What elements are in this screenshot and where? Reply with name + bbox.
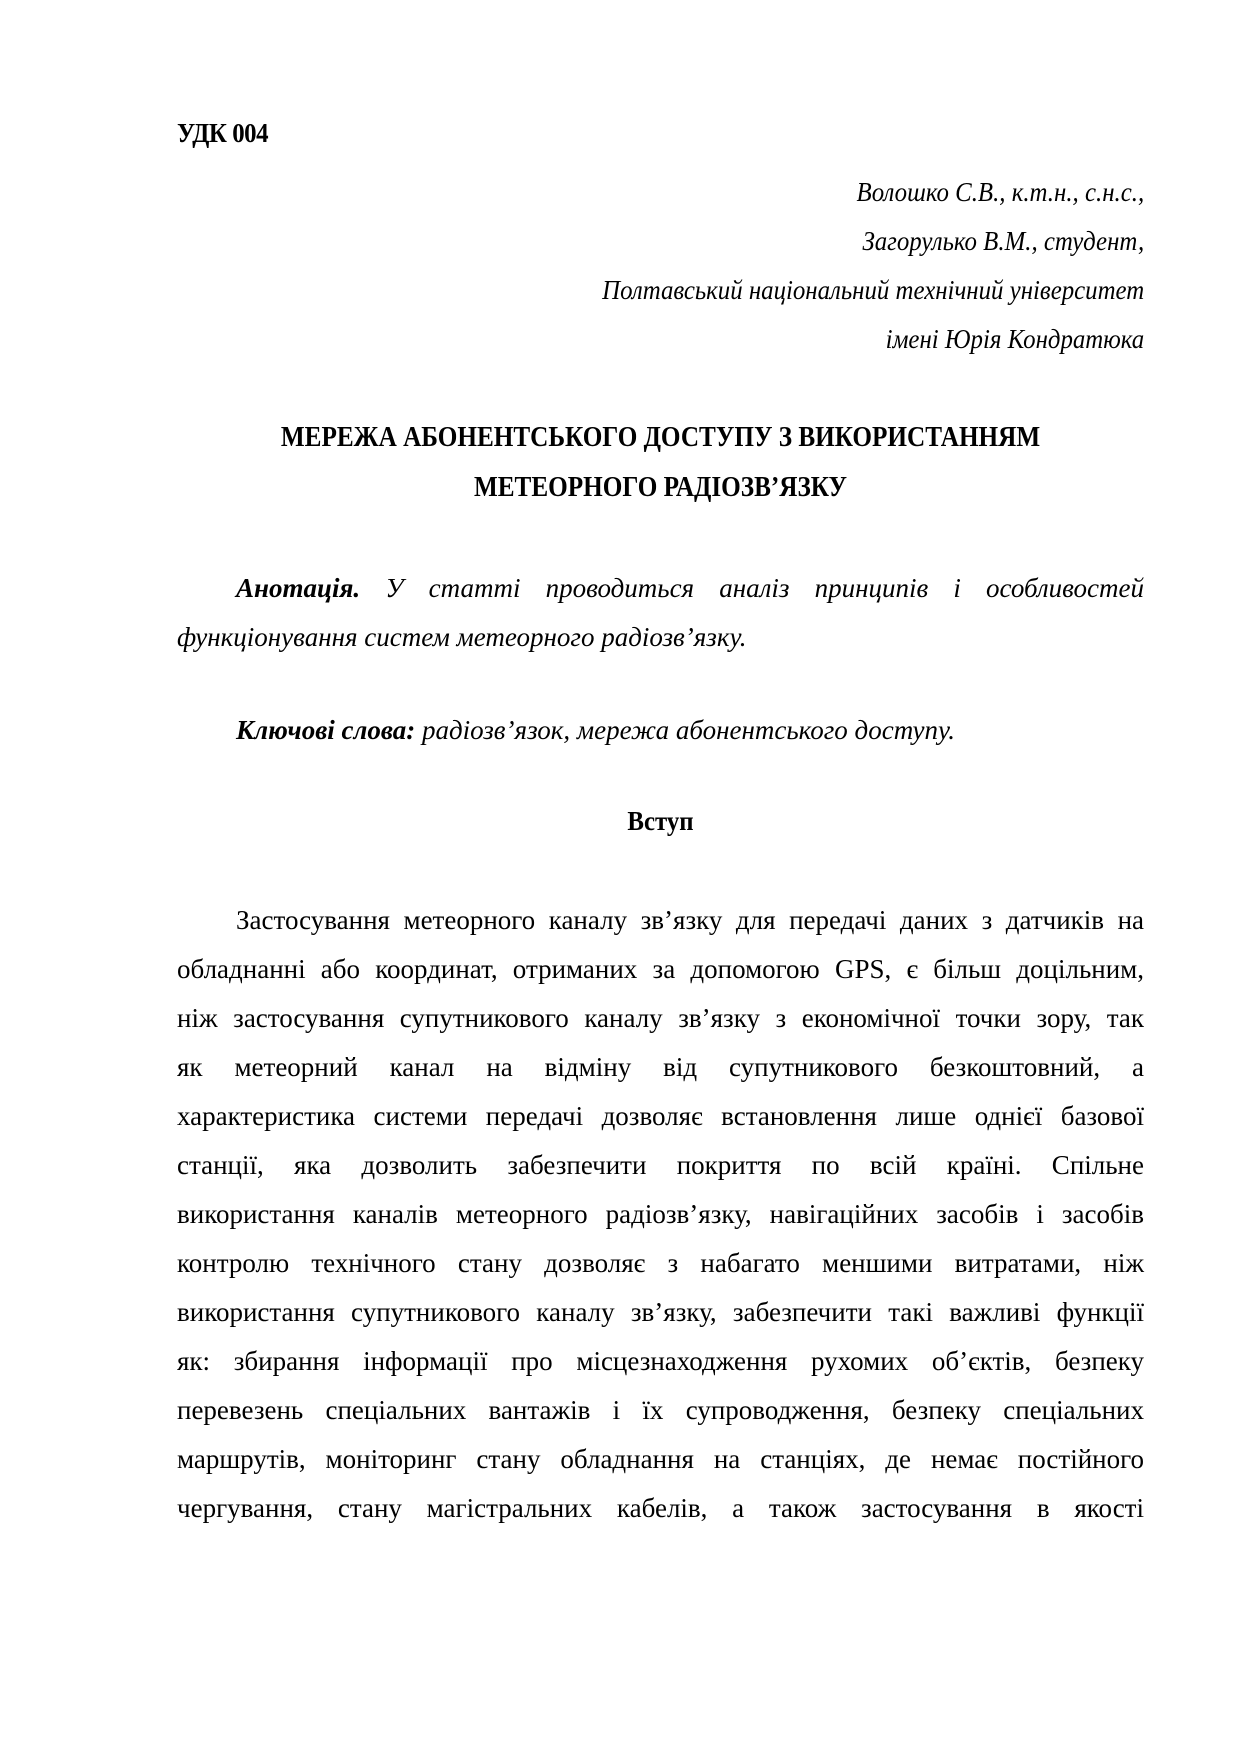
title-line-1: МЕРЕЖА АБОНЕНТСЬКОГО ДОСТУПУ З ВИКОРИСТАННЯМ — [280, 422, 1041, 453]
affiliation-line-2: імені Юрія Кондратюка — [885, 324, 1144, 354]
abstract-line-1 — [177, 564, 1144, 613]
paper-title — [177, 413, 1144, 513]
body-line: обладнанні або координат, отриманих за допомогою GPS, є більш доцільним, — [177, 954, 1144, 984]
affiliation-line-1: Полтавський національний технічний університет — [601, 275, 1144, 305]
body-line: використання каналів метеорного радіозв’язку, навігаційних засобів і засобів — [177, 1199, 1144, 1229]
keywords-label: Ключові слова: — [236, 715, 416, 745]
body-line: перевезень спеціальних вантажів і їх супроводження, безпеку спеціальних — [177, 1395, 1144, 1425]
body-line: характеристика системи передачі дозволяє встановлення лише однієї базової — [177, 1101, 1144, 1131]
section-heading-intro: Вступ — [627, 806, 694, 836]
title-line-2: МЕТЕОРНОГО РАДІОЗВ’ЯЗКУ — [473, 472, 848, 503]
keywords — [177, 706, 1144, 755]
body-line: маршрутів, моніторинг стану обладнання на станціях, де немає постійного — [177, 1444, 1144, 1474]
body-line: чергування, стану магістральних кабелів, а також застосування в якості — [177, 1493, 1144, 1523]
body-line: станції, яка дозволить забезпечити покриття по всій країні. Спільне — [177, 1150, 1144, 1180]
author-1: Волошко С.В., к.т.н., с.н.с., — [856, 177, 1144, 207]
keywords-text: радіозв’язок, мережа абонентського доступу. — [415, 715, 956, 745]
body-line: контролю технічного стану дозволяє з набагато меншими витратами, ніж — [177, 1248, 1144, 1278]
body-line: як метеорний канал на відміну від супутникового безкоштовний, а — [177, 1052, 1144, 1082]
abstract — [177, 564, 1144, 662]
body-line: Застосування метеорного каналу зв’язку для передачі даних з датчиків на — [236, 905, 1144, 935]
body-line: як: збирання інформації про місцезнаходження рухомих об’єктів, безпеку — [177, 1346, 1144, 1376]
abstract-line-2: функціонування систем метеорного радіозв’язку. — [177, 622, 747, 652]
author-block — [555, 168, 1144, 364]
keywords-line — [177, 706, 1144, 755]
abstract-text-1: У статті проводиться аналіз принципів і особливостей — [360, 573, 1144, 603]
abstract-label: Анотація. — [236, 573, 361, 603]
body-paragraph — [177, 896, 1144, 1533]
body-line: ніж застосування супутникового каналу зв’язку з економічної точки зору, так — [177, 1003, 1144, 1033]
author-2: Загорулько В.М., студент, — [862, 226, 1144, 256]
body-line: використання супутникового каналу зв’язку, забезпечити такі важливі функції — [177, 1297, 1144, 1327]
udk-code: УДК 004 — [177, 118, 269, 148]
